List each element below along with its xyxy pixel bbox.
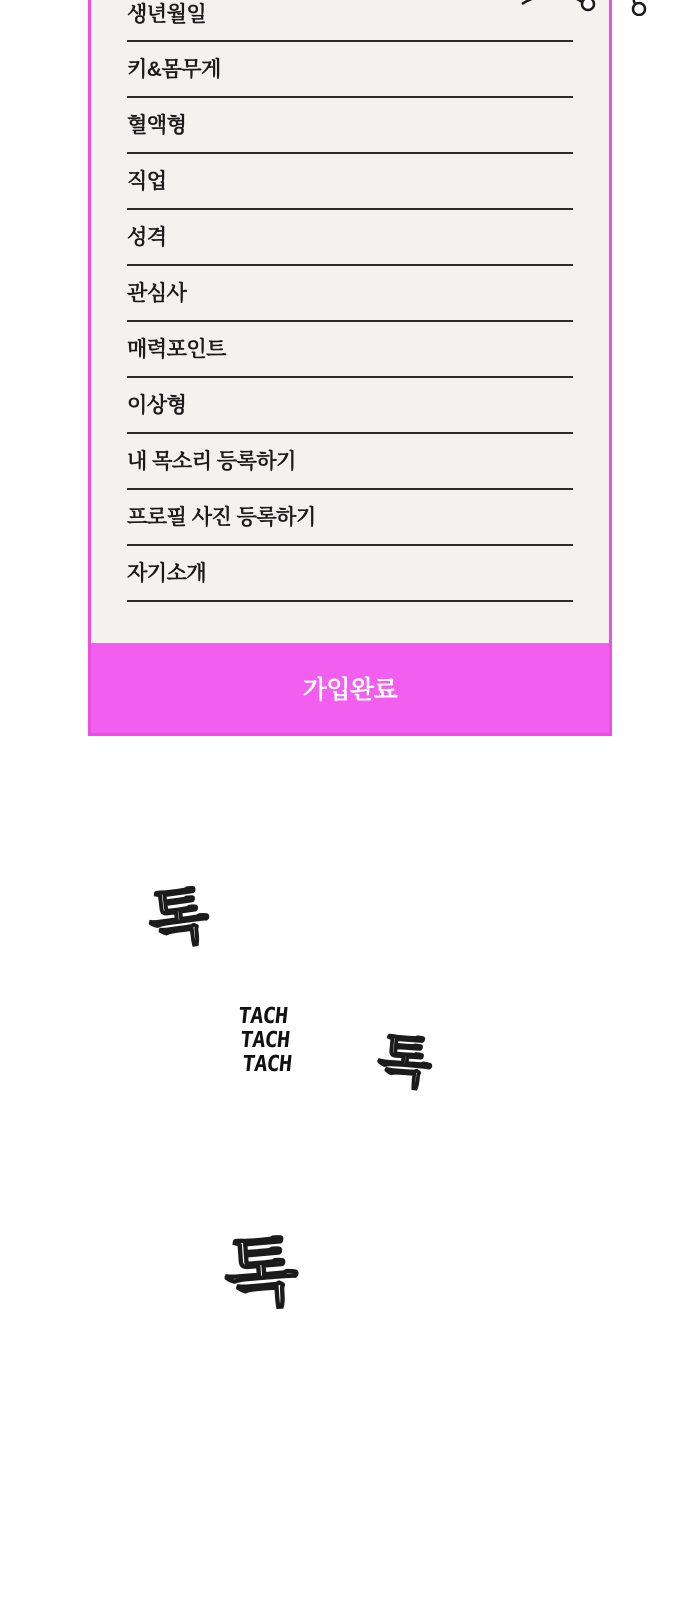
stray-line-decoration [520, 0, 600, 12]
sfx-tok-2: 톡 [374, 1027, 435, 1098]
sfx-tach-2: TACH [238, 1028, 291, 1053]
sfx-tok-1: 톡 [144, 877, 213, 958]
form-row[interactable] [127, 0, 573, 42]
form-row-label: 생년월일 [127, 2, 207, 26]
form-row[interactable] [127, 546, 573, 602]
form-row-label: 내 목소리 등록하기 [127, 449, 296, 473]
form-row-label: 프로필 사진 등록하기 [127, 505, 316, 529]
sfx-tach-1: TACH [236, 1004, 289, 1029]
stray-circle-decoration [626, 0, 652, 16]
form-row[interactable] [127, 154, 573, 210]
signup-field-list [91, 0, 609, 643]
form-row-label: 이상형 [127, 393, 187, 417]
form-row[interactable] [127, 378, 573, 434]
form-row-label: 키&몸무게 [127, 57, 221, 81]
form-row-label: 성격 [127, 225, 167, 249]
sfx-tok-3: 톡 [221, 1225, 301, 1320]
form-row-label: 매력포인트 [127, 337, 226, 361]
form-row[interactable] [127, 490, 573, 546]
form-row-label: 직업 [127, 169, 167, 193]
form-row[interactable] [127, 322, 573, 378]
form-row[interactable] [127, 98, 573, 154]
form-row-label: 혈액형 [127, 113, 187, 137]
form-row[interactable] [127, 434, 573, 490]
submit-button[interactable] [91, 643, 609, 733]
signup-form-panel [88, 0, 612, 736]
form-row[interactable] [127, 266, 573, 322]
sfx-tach-group [238, 1006, 291, 1076]
sfx-tach-3: TACH [240, 1052, 293, 1077]
form-row-label: 관심사 [127, 281, 187, 305]
form-row-label: 자기소개 [127, 561, 207, 585]
submit-button-label: 가입완료 [302, 676, 398, 704]
form-row[interactable] [127, 210, 573, 266]
form-row[interactable] [127, 42, 573, 98]
